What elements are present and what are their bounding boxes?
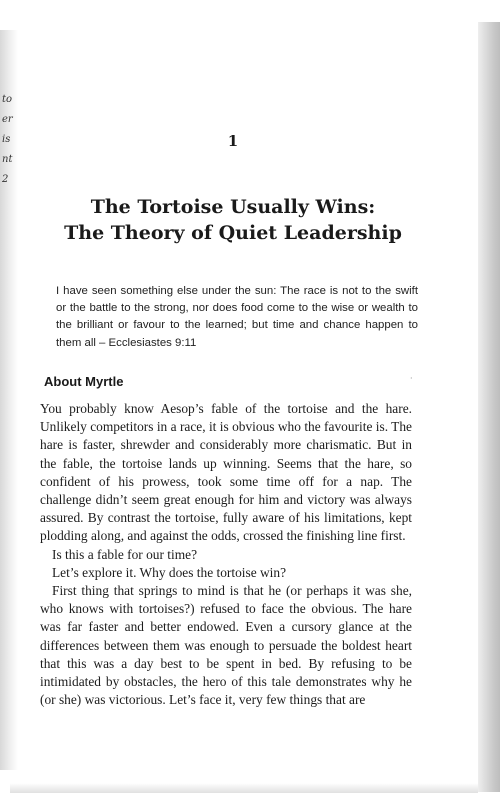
fragment: to [2, 94, 13, 105]
section-heading: About Myrtle [44, 374, 124, 389]
fragment: nt [2, 154, 13, 165]
body-text [40, 400, 412, 709]
paragraph: First thing that springs to mind is that he (or perhaps it was she, who knows with tortoises?) refused to face the obvious. The hare was far faster and better endowed. Even a cursory glance at the differences between them was enough to persuade the boldest heart that this was a day best to be spent in bed. By refusing to be intimidated by obstacles, the hero of this tale demonstrates why he (or she) was victorious. Let’s face it, very few things that are [40, 583, 412, 708]
paragraph: You probably know Aesop’s fable of the tortoise and the hare. Unlikely competitors in a race, it is obvious who the favourite is. The hare is faster, shrewder and considerably more charismatic. But in the fable, the tortoise lands up winning. Seems that the hare, so confident of his prowess, took some time off for a nap. The challenge didn’t seem great enough for him and victory was always assured. By contrast the tortoise, fully aware of his limitations, kept plodding along, and against the odds, crossed the finishing line first. [40, 401, 412, 544]
chapter-title-line-2: The Theory of Quiet Leadership [64, 222, 402, 244]
paragraph: Is this a fable for our time? [52, 546, 198, 562]
chapter-number: 1 [227, 132, 239, 150]
right-page-edge [478, 22, 500, 792]
previous-page-fragments [2, 90, 20, 190]
fragment: is [2, 134, 11, 145]
fragment: er [2, 114, 13, 125]
paragraph: Let’s explore it. Why does the tortoise win? [52, 564, 287, 580]
fragment: 2 [2, 174, 9, 185]
chapter-title-line-1: The Tortoise Usually Wins: [90, 196, 376, 218]
epigraph: I have seen something else under the sun: The race is not to the swift or the battle to the strong, nor does food come to the wise or wealth to the brilliant or favour to the learned; but time and chance happen to them all – Ecclesiastes 9:11 [56, 285, 418, 349]
chapter-title [38, 194, 428, 246]
book-page [38, 0, 428, 797]
stray-mark: · [410, 374, 413, 383]
